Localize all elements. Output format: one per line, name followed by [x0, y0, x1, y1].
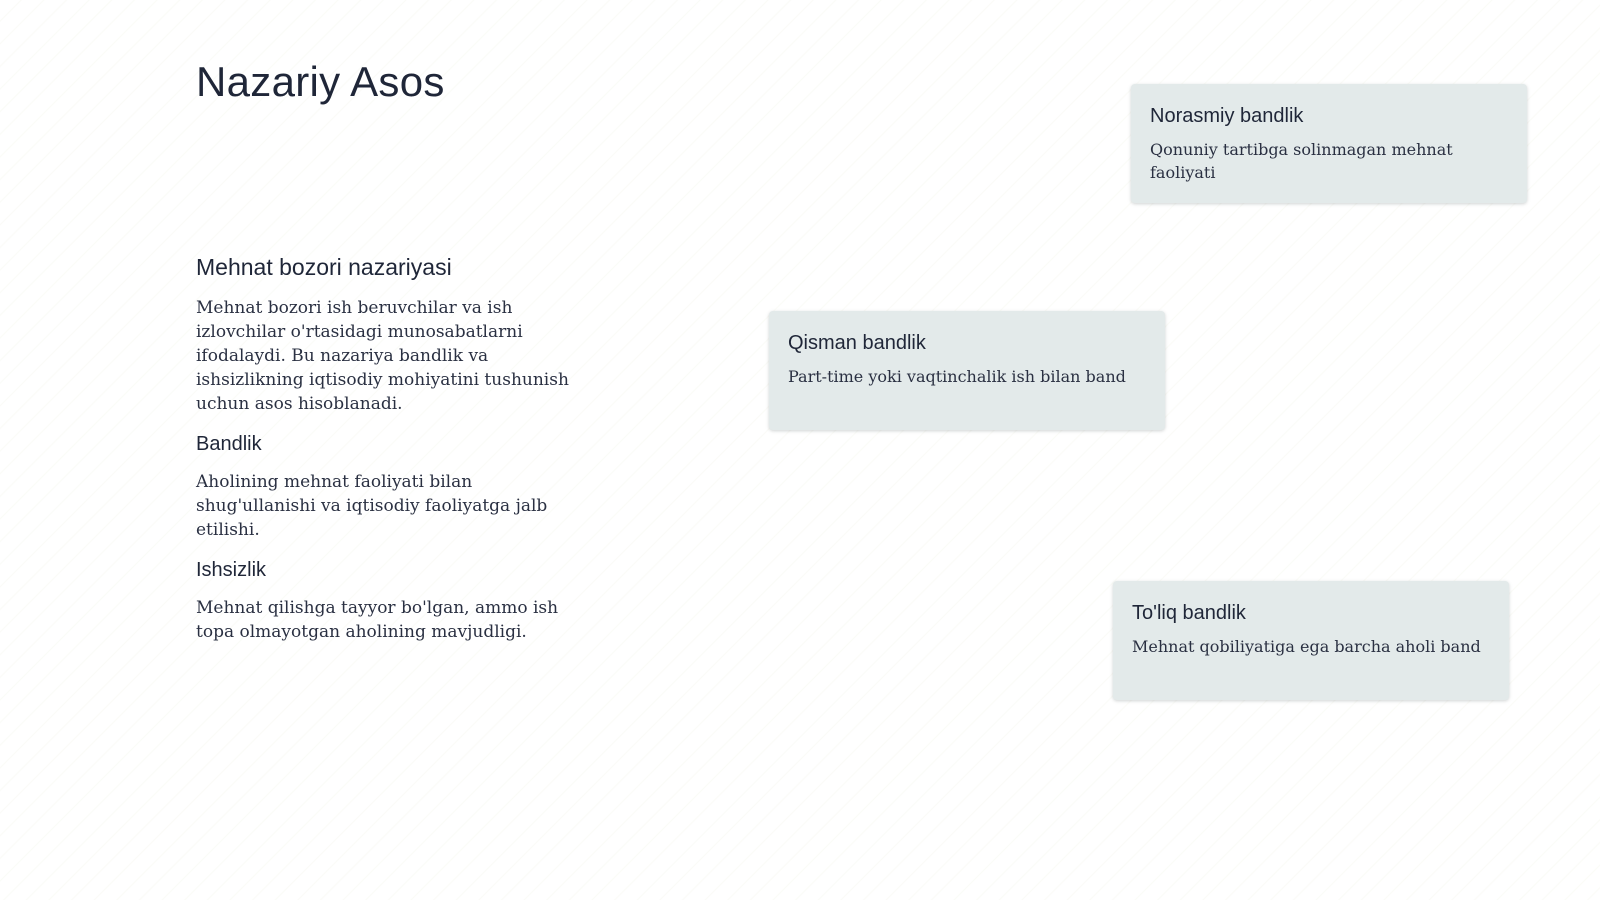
section-intro: Mehnat bozori ish beruvchilar va ish izlovchilar o'rtasidagi munosabatlarni ifodalaydi. Bu nazariya bandlik va ishsizlikning iqtisodiy mohiyatini tushunish uchun asos hisoblanadi.	[196, 297, 569, 414]
card-description: Part-time yoki vaqtinchalik ish bilan band	[788, 367, 1126, 386]
section-heading: Mehnat bozori nazariyasi	[196, 254, 452, 280]
card-title: Qisman bandlik	[788, 332, 926, 354]
card-description: Mehnat qobiliyatiga ega barcha aholi band	[1132, 637, 1481, 656]
subsection-heading-bandlik: Bandlik	[196, 432, 262, 455]
subsection-heading-ishsizlik: Ishsizlik	[196, 558, 267, 581]
card-description: Qonuniy tartibga solinmagan mehnat faoliyati	[1150, 140, 1453, 182]
subsection-text-ishsizlik: Mehnat qilishga tayyor bo'lgan, ammo ish topa olmayotgan aholining mavjudligi.	[196, 597, 559, 642]
theory-column	[196, 254, 596, 658]
page-title: Nazariy Asos	[196, 58, 445, 105]
card-title: To'liq bandlik	[1132, 602, 1246, 624]
card-title: Norasmiy bandlik	[1150, 105, 1304, 127]
card-toliq-bandlik	[1113, 581, 1509, 700]
card-qisman-bandlik	[769, 311, 1165, 430]
subsection-text-bandlik: Aholining mehnat faoliyati bilan shug'ullanishi va iqtisodiy faoliyatga jalb etilishi.	[196, 471, 548, 540]
card-norasmiy-bandlik	[1131, 84, 1527, 203]
